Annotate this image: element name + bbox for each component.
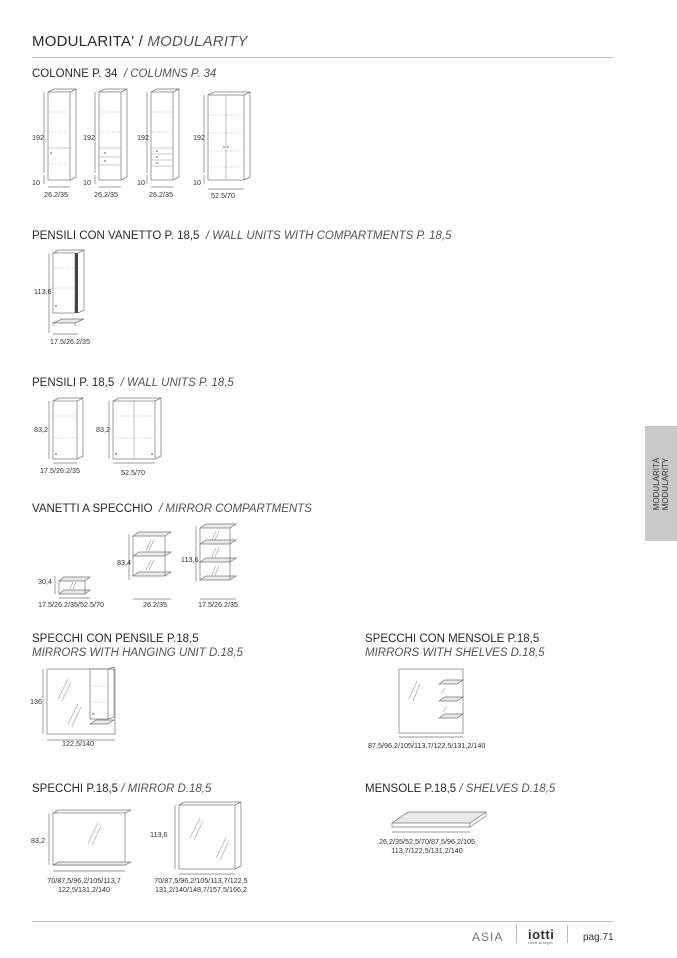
mirrors-drawing	[40, 798, 250, 878]
dim-height: 192	[137, 133, 149, 142]
dim-width: 70/87,5/96,2/105/113,7 122,5/131,2/140	[47, 876, 121, 894]
dim-base: 10	[83, 178, 91, 187]
dim-width: 26.2/35	[149, 190, 173, 199]
dim-height: 113,6	[181, 555, 199, 564]
mirrors-heading: SPECCHI P.18,5 / MIRROR D.18,5	[32, 783, 212, 795]
shelves-drawing	[385, 808, 495, 836]
dim-width: 17.5/26.2/35/52.5/70	[38, 600, 104, 609]
mirror-hanging-subheading: MIRRORS WITH HANGING UNIT D.18,5	[32, 647, 243, 659]
dim-width: 70/87,5/96,2/105/113,7/122,5 131,2/140/148,7/157,5/166,2	[154, 876, 248, 894]
dim-width: 52.5/70	[211, 191, 235, 200]
columns-heading: COLONNE P. 34 / COLUMNS P. 34	[32, 68, 217, 80]
mirror-hanging-heading: SPECCHI CON PENSILE P.18,5	[32, 633, 199, 645]
column-unit	[95, 89, 127, 187]
dim-height: 83,4	[117, 558, 131, 567]
dim-height: 136	[30, 697, 42, 706]
columns-drawing	[30, 85, 260, 205]
dim-height: 192	[83, 133, 95, 142]
dim-width: 26.2/35	[143, 600, 167, 609]
dim-width: 17.5/26.2/35	[50, 337, 90, 346]
dim-height: 192	[32, 133, 44, 142]
mirror-shelves-heading: SPECCHI CON MENSOLE P.18,5	[365, 633, 540, 645]
mirror-hanging-drawing	[38, 664, 128, 744]
dim-height: 83,2	[31, 836, 45, 845]
dim-height: 83,2	[34, 425, 48, 434]
header-rule	[32, 57, 613, 58]
wall-comp-heading: PENSILI CON VANETTO P. 18,5 / WALL UNITS WITH COMPARTMENTS P. 18,5	[32, 230, 452, 242]
mirror-comp-heading: VANETTI A SPECCHIO / MIRROR COMPARTMENTS	[32, 503, 312, 515]
dim-height: 83,2	[96, 425, 110, 434]
column-unit	[204, 92, 250, 189]
shelves-heading: MENSOLE P.18,5 / SHELVES D.18,5	[365, 783, 556, 795]
dim-height: 192	[193, 133, 205, 142]
wall-units-heading: PENSILI P. 18,5 / WALL UNITS P. 18,5	[32, 377, 234, 389]
footer-rule	[32, 921, 613, 922]
dim-width: 52.5/70	[121, 468, 145, 477]
dim-width: 17.5/26.2/35	[40, 466, 80, 475]
dim-width: 26.2/35	[44, 190, 68, 199]
dim-width: 26,2/35/52,5/70/87,5/96,2/105 113,7/122,5/131,2/140	[379, 837, 475, 855]
dim-width: 26.2/35	[94, 190, 118, 199]
footer-divider	[567, 925, 568, 943]
dim-width: 87,5/96,2/105/113,7/122,5/131,2/140	[368, 741, 486, 750]
dim-height: 113,6	[150, 830, 168, 839]
dim-height: 113,6	[34, 287, 52, 296]
mirror-shelves-subheading: MIRRORS WITH SHELVES D.18,5	[365, 647, 545, 659]
dim-height: 30,4	[38, 577, 52, 586]
brand-logo: iotti	[528, 927, 555, 942]
mirror-shelves-drawing	[395, 664, 475, 740]
dim-base: 10	[193, 178, 201, 187]
dim-base: 10	[32, 178, 40, 187]
mirror-comp-drawing	[40, 520, 250, 600]
page-title: MODULARITA' / MODULARITY	[32, 33, 248, 50]
dim-base: 10	[137, 178, 145, 187]
page-number: pag.71	[583, 932, 614, 943]
collection-name: ASIA	[472, 930, 504, 944]
brand-tagline: mobili da bagno	[528, 941, 553, 945]
dim-width: 17.5/26.2/35	[198, 600, 238, 609]
dim-width: 122,5/140	[62, 739, 94, 748]
side-tab: MODULARITÀ MODULARITY	[645, 426, 677, 541]
footer-divider	[516, 925, 517, 943]
column-unit	[44, 89, 76, 187]
column-unit	[147, 89, 179, 187]
